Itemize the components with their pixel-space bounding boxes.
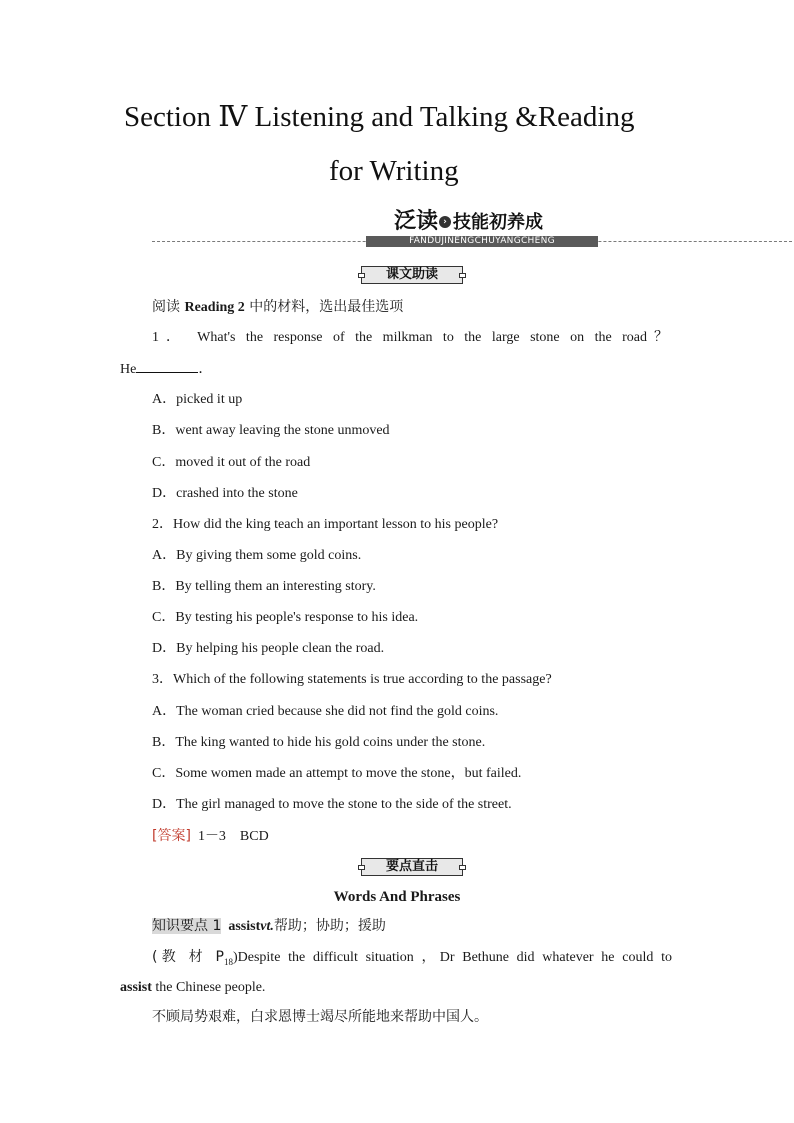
question-3-option-b: B．The king wanted to hide his gold coins under the stone. [152, 735, 486, 750]
example-sentence-line1: (教 材 $P_{18})Despite$ the difficult situation ，Dr Bethune did whatever he could to [152, 949, 672, 967]
knowledge-point-label: 知识要点 1 [152, 918, 222, 934]
part-of-speech: vt. [260, 919, 274, 934]
banner-pinyin: FANDUJINENGCHUYANGCHENG [366, 236, 598, 247]
question-2-stem: 2．How did the king teach an important lesson to his people? [152, 517, 499, 532]
question-3-option-c: C．Some women made an attempt to move the stone，but failed. [152, 766, 522, 781]
section-subtitle: Words And Phrases [333, 889, 461, 905]
chevron-right-icon: › [439, 216, 451, 228]
banner-main: 泛读 [394, 209, 439, 234]
example-translation: 不顾局势艰难，白求恩博士竭尽所能地来帮助中国人。 [152, 1009, 488, 1025]
question-1-option-c: C．moved it out of the road [152, 455, 311, 470]
question-3-option-a: A．The woman cried because she did not find the gold coins. [152, 704, 499, 719]
question-1-option-a: A．picked it up [152, 392, 243, 407]
question-1-stem-cont: He ． [120, 362, 213, 377]
question-2-option-d: D．By helping his people clean the road. [152, 641, 385, 656]
question-2-option-c: C．By testing his people's response to his idea. [152, 610, 419, 625]
knowledge-point-1 [152, 917, 386, 936]
answer-label: [答案] [152, 828, 191, 844]
question-1-stem: 1． What's the response of the milkman to the large stone on the road？ [152, 330, 668, 345]
question-2-option-b: B．By telling them an interesting story. [152, 579, 376, 594]
keyword: assist [228, 919, 261, 934]
page-title-line2: for Writing [329, 155, 459, 187]
banner-heading [394, 208, 543, 237]
question-1-option-d: D．crashed into the stone [152, 486, 298, 501]
answer-text: 1－3 BCD [190, 829, 269, 844]
example-sentence-line2: assist the Chinese people. [120, 980, 266, 995]
question-3-stem: 3．Which of the following statements is true according to the passage? [152, 672, 552, 687]
question-1-option-b: B．went away leaving the stone unmoved [152, 423, 390, 438]
banner-sub: 技能初养成 [453, 212, 544, 233]
answer-line [152, 827, 269, 846]
question-3-option-d: D．The girl managed to move the stone to the side of the street. [152, 797, 512, 812]
keyword-meaning: 帮助；协助；援助 [273, 918, 386, 934]
section-tag-key-points: 要点直击 [361, 858, 463, 876]
page-title-line1: Section Ⅳ Listening and Talking &Reading [124, 101, 635, 133]
answer-blank [136, 360, 198, 373]
question-2-option-a: A．By giving them some gold coins. [152, 548, 362, 563]
section-tag-reading-aid: 课文助读 [361, 266, 463, 284]
instruction: 阅读 Reading 2 中的材料，选出最佳选项 [152, 299, 404, 315]
